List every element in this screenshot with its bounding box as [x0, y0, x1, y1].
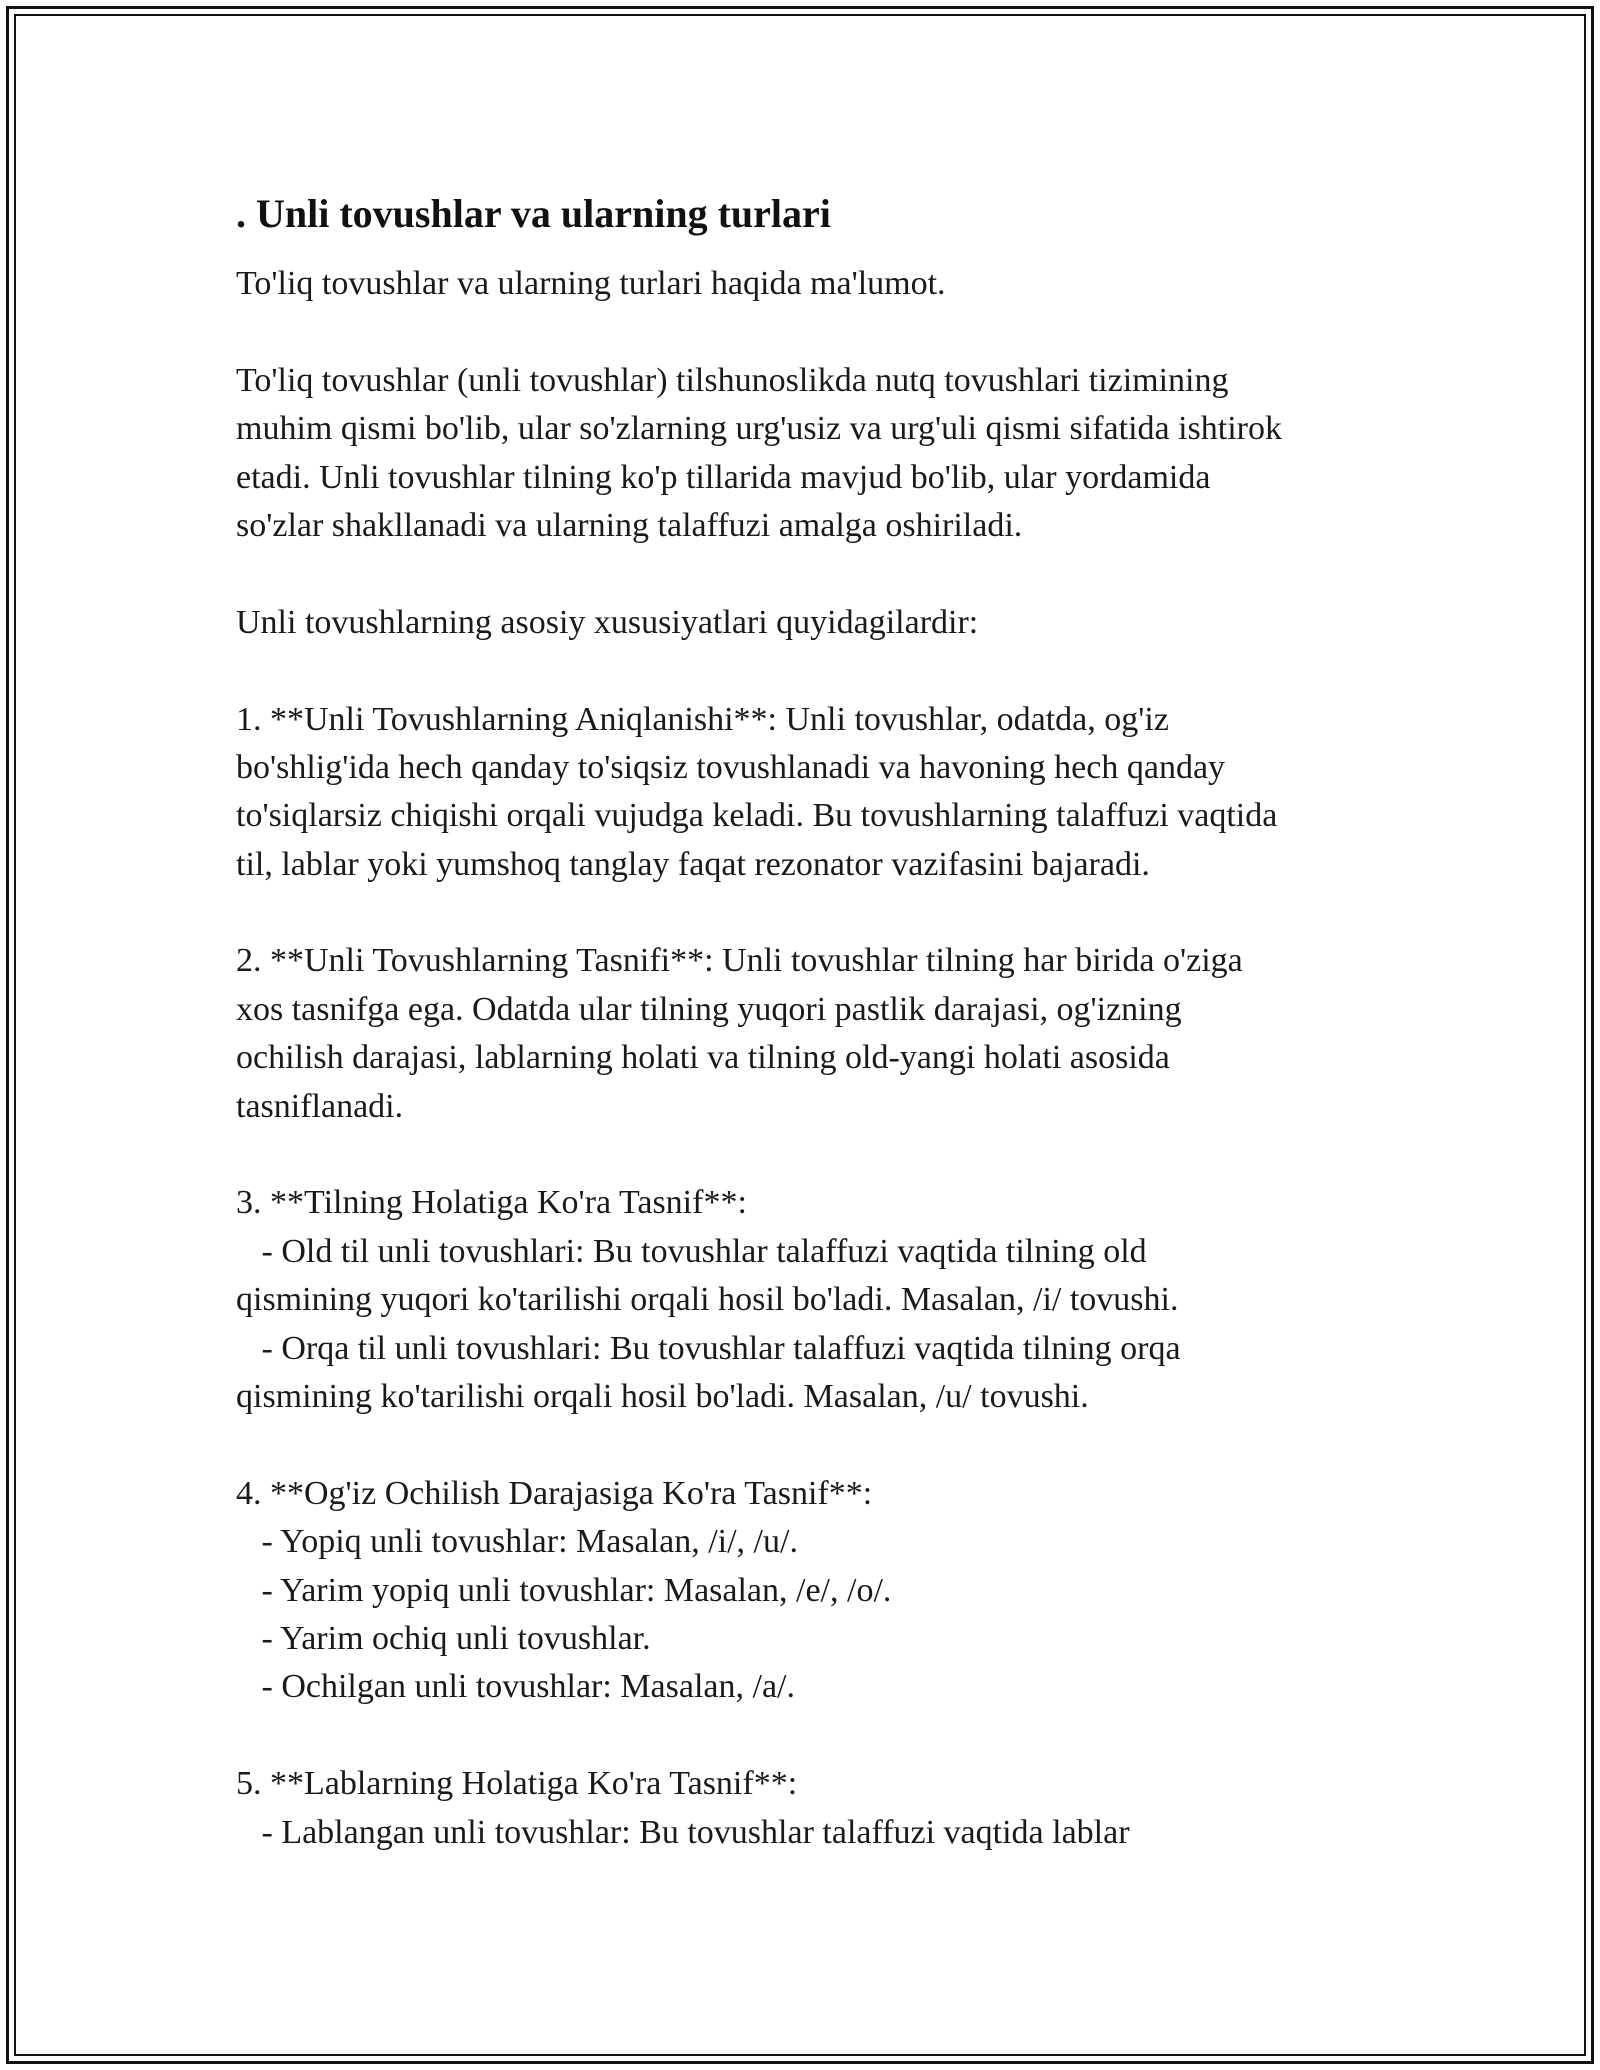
text-line: qismining yuqori ko'tarilishi orqali hosil bo'ladi. Masalan, /i/ tovushi. — [236, 1281, 1179, 1319]
text-line: xos tasnifga ega. Odatda ular tilning yuqori pastlik darajasi, og'izning — [236, 990, 1182, 1028]
list-item-3: 3. **Tilning Holatiga Ko'ra Tasnif**: — [236, 1184, 747, 1222]
document-body — [236, 186, 1386, 1857]
blank-line — [236, 1131, 1386, 1179]
blank-line — [236, 889, 1386, 937]
blank-line — [236, 550, 1386, 598]
text-line: qismining ko'tarilishi orqali hosil bo'ladi. Masalan, /u/ tovushi. — [236, 1377, 1089, 1415]
sub-item: - Orqa til unli tovushlari: Bu tovushlar talaffuzi vaqtida tilning orqa — [236, 1329, 1181, 1367]
list-item-2: 2. **Unli Tovushlarning Tasnifi**: Unli tovushlar tilning har birida o'ziga — [236, 942, 1243, 980]
text-line: muhim qismi bo'lib, ular so'zlarning urg'usiz va urg'uli qismi sifatida ishtirok — [236, 410, 1282, 448]
list-item-5: 5. **Lablarning Holatiga Ko'ra Tasnif**: — [236, 1765, 798, 1803]
text-line: bo'shlig'ida hech qanday to'siqsiz tovushlanadi va havoning hech qanday — [236, 748, 1226, 786]
document-text — [236, 260, 1386, 1857]
text-line: Unli tovushlarning asosiy xususiyatlari quyidagilardir: — [236, 603, 979, 641]
sub-item: - Yopiq unli tovushlar: Masalan, /i/, /u/. — [236, 1523, 798, 1561]
blank-line — [236, 647, 1386, 695]
sub-item: - Lablangan unli tovushlar: Bu tovushlar talaffuzi vaqtida lablar — [236, 1813, 1130, 1851]
text-line: etadi. Unli tovushlar tilning ko'p tillarida mavjud bo'lib, ular yordamida — [236, 458, 1211, 496]
text-line: so'zlar shakllanadi va ularning talaffuzi amalga oshiriladi. — [236, 506, 1023, 544]
text-line: til, lablar yoki yumshoq tanglay faqat rezonator vazifasini bajaradi. — [236, 845, 1150, 883]
sub-item: - Ochilgan unli tovushlar: Masalan, /a/. — [236, 1668, 795, 1706]
list-item-1: 1. **Unli Tovushlarning Aniqlanishi**: Unli tovushlar, odatda, og'iz — [236, 700, 1169, 738]
list-item-4: 4. **Og'iz Ochilish Darajasiga Ko'ra Tasnif**: — [236, 1474, 873, 1512]
text-line: ochilish darajasi, lablarning holati va tilning old-yangi holati asosida — [236, 1039, 1170, 1077]
sub-item: - Old til unli tovushlari: Bu tovushlar talaffuzi vaqtida tilning old — [236, 1232, 1147, 1270]
blank-line — [236, 1712, 1386, 1760]
text-line: to'siqlarsiz chiqishi orqali vujudga keladi. Bu tovushlarning talaffuzi vaqtida — [236, 797, 1278, 835]
blank-line — [236, 1421, 1386, 1469]
blank-line — [236, 308, 1386, 356]
text-line: tasniflanadi. — [236, 1087, 404, 1125]
text-line: To'liq tovushlar (unli tovushlar) tilshunoslikda nutq tovushlari tizimining — [236, 361, 1229, 399]
sub-item: - Yarim yopiq unli tovushlar: Masalan, /e/, /o/. — [236, 1571, 892, 1609]
text-line: To'liq tovushlar va ularning turlari haqida ma'lumot. — [236, 265, 946, 302]
sub-item: - Yarim ochiq unli tovushlar. — [236, 1619, 651, 1657]
document-title: . Unli tovushlar va ularning turlari — [236, 191, 831, 236]
